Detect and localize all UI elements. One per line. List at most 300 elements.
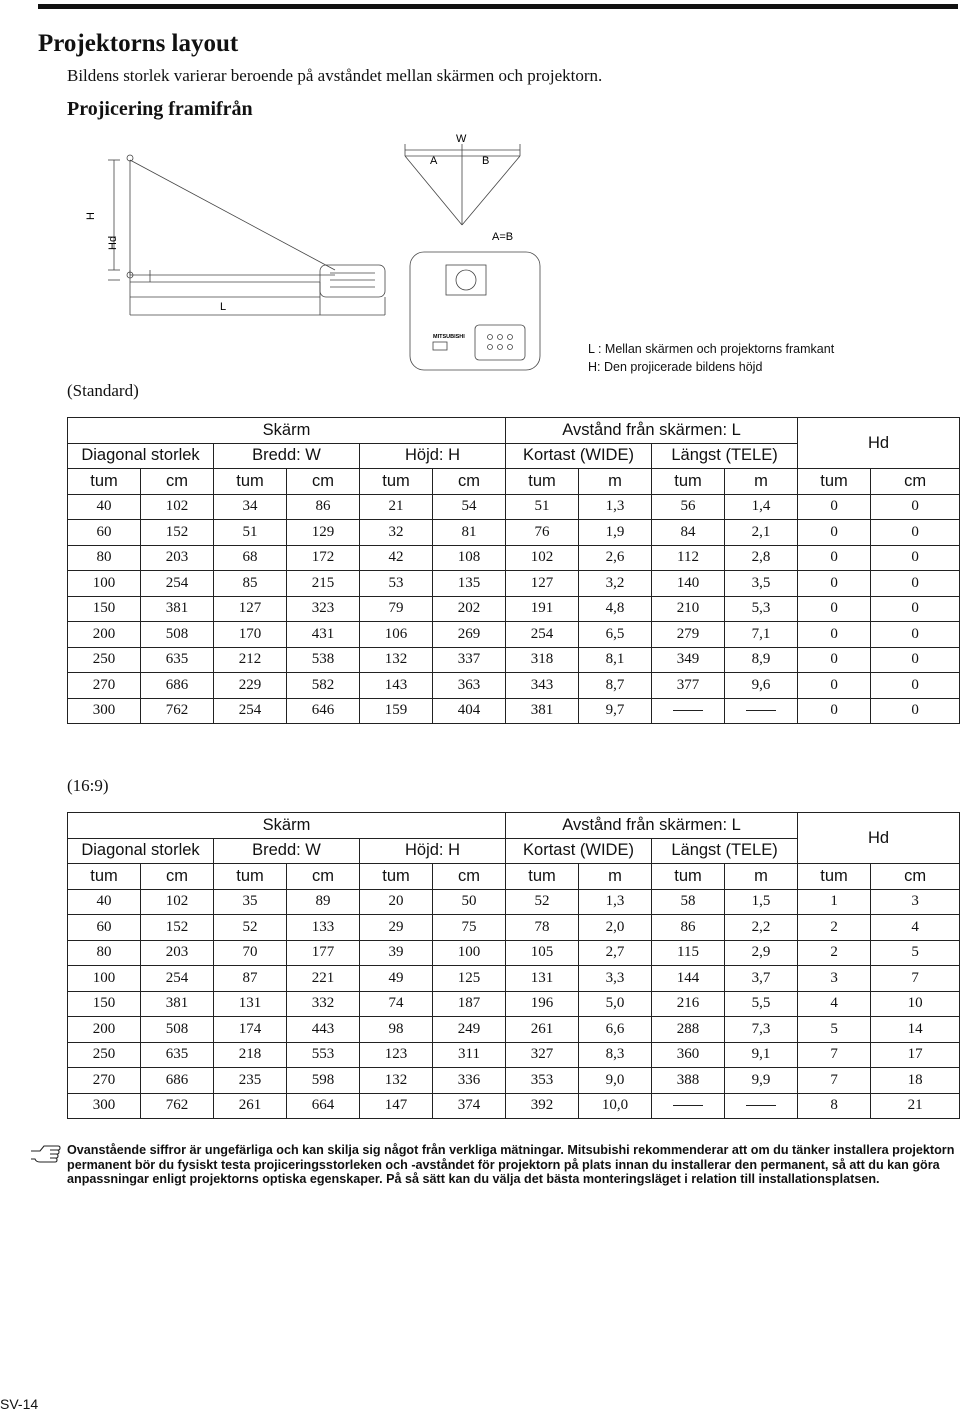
table-row <box>68 622 960 648</box>
table-cell: 3,5 <box>725 571 798 597</box>
table-cell: 0 <box>798 622 871 648</box>
table-cell: 51 <box>506 494 579 520</box>
unit-cell: tum <box>68 864 141 890</box>
table-cell: 39 <box>360 940 433 966</box>
table-cell: 100 <box>68 966 141 992</box>
table-cell: 2,6 <box>579 545 652 571</box>
table-cell: 598 <box>287 1068 360 1094</box>
header-width: Bredd: W <box>214 838 360 864</box>
table-row <box>68 991 960 1017</box>
table-cell: 0 <box>871 520 960 546</box>
table-cell: 254 <box>214 698 287 724</box>
table-cell: 51 <box>214 520 287 546</box>
header-row <box>68 813 960 839</box>
header-row <box>68 418 960 444</box>
table-cell: 1,5 <box>725 889 798 915</box>
table-cell: 582 <box>287 673 360 699</box>
table-cell: 374 <box>433 1093 506 1119</box>
dash-mark <box>673 710 703 711</box>
table-cell: 392 <box>506 1093 579 1119</box>
table-cell: 40 <box>68 494 141 520</box>
table-cell: 0 <box>798 520 871 546</box>
table-cell: 311 <box>433 1042 506 1068</box>
table-cell: 3 <box>871 889 960 915</box>
table-cell: 0 <box>871 571 960 597</box>
table-cell: 127 <box>214 596 287 622</box>
table-cell: 53 <box>360 571 433 597</box>
table-cell: 686 <box>141 1068 214 1094</box>
table-cell: 18 <box>871 1068 960 1094</box>
table-cell: 84 <box>652 520 725 546</box>
header-height: Höjd: H <box>360 443 506 469</box>
table-cell: 0 <box>871 494 960 520</box>
unit-cell: cm <box>871 469 960 495</box>
label-ab: A=B <box>492 231 514 243</box>
table-cell: 172 <box>287 545 360 571</box>
legend-line: L : Mellan skärmen och projektorns framkant <box>588 342 835 356</box>
table-cell: 54 <box>433 494 506 520</box>
table-cell: 288 <box>652 1017 725 1043</box>
table-cell: 8 <box>798 1093 871 1119</box>
unit-cell: m <box>725 864 798 890</box>
table-cell: 58 <box>652 889 725 915</box>
table-cell: 133 <box>287 915 360 941</box>
header-wide: Kortast (WIDE) <box>506 443 652 469</box>
table-cell: 249 <box>433 1017 506 1043</box>
table-cell: 360 <box>652 1042 725 1068</box>
table-row <box>68 915 960 941</box>
table-cell: 177 <box>287 940 360 966</box>
table-cell: 2 <box>798 940 871 966</box>
table-cell: 508 <box>141 622 214 648</box>
table-cell: 191 <box>506 596 579 622</box>
table-row <box>68 1017 960 1043</box>
table-cell: 762 <box>141 1093 214 1119</box>
header-screen: Skärm <box>68 813 506 839</box>
table-row <box>68 673 960 699</box>
table-cell: 9,6 <box>725 673 798 699</box>
legend-line: H: Den projicerade bildens höjd <box>588 360 763 374</box>
header-height: Höjd: H <box>360 838 506 864</box>
label-a: A <box>430 155 438 167</box>
table-standard <box>67 417 960 724</box>
table-cell: 75 <box>433 915 506 941</box>
table-cell: 0 <box>871 622 960 648</box>
table-cell: 431 <box>287 622 360 648</box>
table-cell: 10 <box>871 991 960 1017</box>
header-distance: Avstånd från skärmen: L <box>506 418 798 444</box>
table-cell: 105 <box>506 940 579 966</box>
table-cell: 102 <box>141 889 214 915</box>
unit-cell: tum <box>652 469 725 495</box>
header-hd: Hd <box>798 418 960 469</box>
table-cell: 34 <box>214 494 287 520</box>
table-cell: 174 <box>214 1017 287 1043</box>
table-cell: 221 <box>287 966 360 992</box>
pointing-hand-icon <box>30 1143 62 1163</box>
table-cell: 40 <box>68 889 141 915</box>
dash-mark <box>746 1105 776 1106</box>
header-tele: Längst (TELE) <box>652 838 798 864</box>
table-row <box>68 596 960 622</box>
table-cell: 5,0 <box>579 991 652 1017</box>
table-cell: 381 <box>506 698 579 724</box>
table-cell: 0 <box>871 698 960 724</box>
unit-cell: tum <box>798 864 871 890</box>
table-cell: 112 <box>652 545 725 571</box>
table-row <box>68 494 960 520</box>
table-cell: 2,0 <box>579 915 652 941</box>
table-cell: 200 <box>68 622 141 648</box>
table-cell: 508 <box>141 1017 214 1043</box>
table-cell: 17 <box>871 1042 960 1068</box>
table-row <box>68 571 960 597</box>
table-cell: 279 <box>652 622 725 648</box>
table-cell: 108 <box>433 545 506 571</box>
table-cell: 300 <box>68 698 141 724</box>
label-b: B <box>482 155 490 167</box>
table-cell: 646 <box>287 698 360 724</box>
table-cell: 343 <box>506 673 579 699</box>
table-16-9 <box>67 812 960 1119</box>
table-cell: 3,2 <box>579 571 652 597</box>
table-cell: 50 <box>433 889 506 915</box>
table-cell: 68 <box>214 545 287 571</box>
table-cell: 129 <box>287 520 360 546</box>
table-cell: 6,6 <box>579 1017 652 1043</box>
table-cell: 2,1 <box>725 520 798 546</box>
table-row <box>68 1042 960 1068</box>
unit-cell: tum <box>68 469 141 495</box>
table-cell: 5,5 <box>725 991 798 1017</box>
header-wide: Kortast (WIDE) <box>506 838 652 864</box>
table-row <box>68 545 960 571</box>
table-cell: 1,3 <box>579 889 652 915</box>
table-cell: 0 <box>871 647 960 673</box>
unit-cell: cm <box>141 864 214 890</box>
table-cell: 131 <box>214 991 287 1017</box>
table-cell: 131 <box>506 966 579 992</box>
unit-cell: tum <box>506 469 579 495</box>
table-cell: 7 <box>798 1042 871 1068</box>
label-hd: Hd <box>107 235 119 250</box>
unit-cell: cm <box>287 864 360 890</box>
table-cell: 56 <box>652 494 725 520</box>
table-cell: 269 <box>433 622 506 648</box>
table-cell: 261 <box>506 1017 579 1043</box>
table-cell: 9,0 <box>579 1068 652 1094</box>
table-cell: 2,9 <box>725 940 798 966</box>
table-cell <box>652 698 725 724</box>
table-cell: 196 <box>506 991 579 1017</box>
unit-cell: cm <box>287 469 360 495</box>
table-cell: 150 <box>68 991 141 1017</box>
table-cell: 0 <box>871 545 960 571</box>
table-cell: 762 <box>141 698 214 724</box>
table-cell: 353 <box>506 1068 579 1094</box>
table-cell: 8,7 <box>579 673 652 699</box>
table-cell: 52 <box>506 889 579 915</box>
table-cell: 1,4 <box>725 494 798 520</box>
table-cell: 170 <box>214 622 287 648</box>
table-cell: 332 <box>287 991 360 1017</box>
table-cell: 5,3 <box>725 596 798 622</box>
table-cell: 89 <box>287 889 360 915</box>
table-cell: 3,7 <box>725 966 798 992</box>
table-cell: 98 <box>360 1017 433 1043</box>
table-cell: 143 <box>360 673 433 699</box>
label-h: H <box>85 212 97 220</box>
table-cell: 7 <box>871 966 960 992</box>
page-subtitle: Bildens storlek varierar beroende på avståndet mellan skärmen och projektorn. <box>67 66 603 85</box>
table-cell: 261 <box>214 1093 287 1119</box>
table-cell: 125 <box>433 966 506 992</box>
unit-cell: cm <box>433 864 506 890</box>
table-cell: 327 <box>506 1042 579 1068</box>
unit-cell: tum <box>506 864 579 890</box>
table-cell: 4,8 <box>579 596 652 622</box>
table-cell: 254 <box>141 966 214 992</box>
table-cell: 337 <box>433 647 506 673</box>
table-cell: 100 <box>68 571 141 597</box>
table-cell: 377 <box>652 673 725 699</box>
table-cell: 443 <box>287 1017 360 1043</box>
table-cell: 106 <box>360 622 433 648</box>
unit-cell: m <box>725 469 798 495</box>
table-cell: 1,9 <box>579 520 652 546</box>
table-cell: 2,7 <box>579 940 652 966</box>
table-cell: 210 <box>652 596 725 622</box>
table-cell: 664 <box>287 1093 360 1119</box>
table-cell: 218 <box>214 1042 287 1068</box>
table-cell: 80 <box>68 940 141 966</box>
table-cell: 0 <box>871 673 960 699</box>
table-cell: 35 <box>214 889 287 915</box>
header-diagonal: Diagonal storlek <box>68 838 214 864</box>
label-w: W <box>456 133 467 145</box>
table-cell: 147 <box>360 1093 433 1119</box>
side-view <box>108 155 385 315</box>
table-cell: 115 <box>652 940 725 966</box>
table-cell: 123 <box>360 1042 433 1068</box>
unit-cell: m <box>579 469 652 495</box>
table-cell: 6,5 <box>579 622 652 648</box>
table-cell: 229 <box>214 673 287 699</box>
table-cell: 76 <box>506 520 579 546</box>
table-cell: 686 <box>141 673 214 699</box>
table-cell: 300 <box>68 1093 141 1119</box>
table-cell: 42 <box>360 545 433 571</box>
table-cell: 2,8 <box>725 545 798 571</box>
header-rule <box>38 4 958 9</box>
table-cell: 200 <box>68 1017 141 1043</box>
table-cell: 4 <box>798 991 871 1017</box>
table-cell: 8,3 <box>579 1042 652 1068</box>
table-cell: 20 <box>360 889 433 915</box>
header-screen: Skärm <box>68 418 506 444</box>
table-cell: 159 <box>360 698 433 724</box>
top-view <box>405 144 520 225</box>
table-cell: 0 <box>798 571 871 597</box>
table-cell: 0 <box>798 647 871 673</box>
projector-front-view <box>410 252 540 370</box>
table-cell: 250 <box>68 647 141 673</box>
table-cell: 144 <box>652 966 725 992</box>
table-cell: 52 <box>214 915 287 941</box>
section-heading: Projicering framifrån <box>67 98 253 120</box>
table-cell: 635 <box>141 647 214 673</box>
label-l: L <box>220 301 227 313</box>
table-cell: 323 <box>287 596 360 622</box>
table-cell: 140 <box>652 571 725 597</box>
table-cell: 270 <box>68 673 141 699</box>
table-cell: 635 <box>141 1042 214 1068</box>
table-label-standard: (Standard) <box>67 381 139 400</box>
table-cell: 21 <box>360 494 433 520</box>
table-cell: 270 <box>68 1068 141 1094</box>
table-cell: 0 <box>798 596 871 622</box>
table-label-16-9: (16:9) <box>67 776 109 795</box>
table-cell <box>652 1093 725 1119</box>
unit-row <box>68 864 960 890</box>
table-cell: 74 <box>360 991 433 1017</box>
unit-row <box>68 469 960 495</box>
table-cell: 404 <box>433 698 506 724</box>
table-cell: 381 <box>141 596 214 622</box>
header-hd: Hd <box>798 813 960 864</box>
header-width: Bredd: W <box>214 443 360 469</box>
unit-cell: tum <box>214 864 287 890</box>
table-cell: 235 <box>214 1068 287 1094</box>
table-cell: 86 <box>287 494 360 520</box>
table-cell: 78 <box>506 915 579 941</box>
table-row <box>68 647 960 673</box>
table-cell: 85 <box>214 571 287 597</box>
table-cell: 8,1 <box>579 647 652 673</box>
table-row <box>68 1068 960 1094</box>
table-cell: 21 <box>871 1093 960 1119</box>
unit-cell: tum <box>798 469 871 495</box>
table-cell: 29 <box>360 915 433 941</box>
table-cell: 100 <box>433 940 506 966</box>
table-row <box>68 1093 960 1119</box>
table-cell: 9,7 <box>579 698 652 724</box>
header-distance: Avstånd från skärmen: L <box>506 813 798 839</box>
table-cell: 135 <box>433 571 506 597</box>
table-cell: 381 <box>141 991 214 1017</box>
note-text: Ovanstående siffror är ungefärliga och kan skilja sig något från verkliga mätningar. Mitsubishi rekommenderar att om du tänker installera projektorn permanent bör du fysiskt testa projiceringsstorleken och -avståndet för projektorn på plats innan du installerar den permanent, så att du kan göra anpassningar enligt projektorns optiska egenskaper. På så sätt kan du välja det bästa monteringsläget i relation till installationsplatsen. <box>67 1143 955 1187</box>
table-row <box>68 889 960 915</box>
table-cell: 127 <box>506 571 579 597</box>
table-cell: 538 <box>287 647 360 673</box>
table-cell: 152 <box>141 915 214 941</box>
table-cell: 3 <box>798 966 871 992</box>
table-cell: 2 <box>798 915 871 941</box>
table-cell: 9,9 <box>725 1068 798 1094</box>
unit-cell: tum <box>360 469 433 495</box>
unit-cell: tum <box>360 864 433 890</box>
header-diagonal: Diagonal storlek <box>68 443 214 469</box>
table-cell: 0 <box>871 596 960 622</box>
table-cell: 5 <box>798 1017 871 1043</box>
diagram-legend <box>588 340 834 376</box>
brand-logo: MITSUBISHI <box>433 334 465 340</box>
table-cell: 86 <box>652 915 725 941</box>
table-cell: 102 <box>141 494 214 520</box>
table-cell: 2,2 <box>725 915 798 941</box>
table-cell: 363 <box>433 673 506 699</box>
table-cell: 80 <box>68 545 141 571</box>
table-cell: 336 <box>433 1068 506 1094</box>
table-cell: 7,1 <box>725 622 798 648</box>
table-cell: 14 <box>871 1017 960 1043</box>
table-cell: 60 <box>68 915 141 941</box>
table-cell: 349 <box>652 647 725 673</box>
table-cell: 132 <box>360 647 433 673</box>
table-row <box>68 520 960 546</box>
table-cell: 7,3 <box>725 1017 798 1043</box>
table-cell: 215 <box>287 571 360 597</box>
unit-cell: tum <box>214 469 287 495</box>
table-cell: 10,0 <box>579 1093 652 1119</box>
table-cell: 388 <box>652 1068 725 1094</box>
table-cell: 0 <box>798 545 871 571</box>
table-cell: 79 <box>360 596 433 622</box>
table-cell: 7 <box>798 1068 871 1094</box>
table-row <box>68 966 960 992</box>
dash-mark <box>673 1105 703 1106</box>
table-cell: 132 <box>360 1068 433 1094</box>
table-cell: 202 <box>433 596 506 622</box>
table-cell: 60 <box>68 520 141 546</box>
table-cell: 187 <box>433 991 506 1017</box>
table-cell: 254 <box>506 622 579 648</box>
table-cell: 1,3 <box>579 494 652 520</box>
unit-cell: cm <box>141 469 214 495</box>
table-cell: 9,1 <box>725 1042 798 1068</box>
table-cell: 0 <box>798 494 871 520</box>
table-cell: 32 <box>360 520 433 546</box>
table-cell: 0 <box>798 698 871 724</box>
table-cell: 4 <box>871 915 960 941</box>
table-cell: 87 <box>214 966 287 992</box>
table-cell: 250 <box>68 1042 141 1068</box>
table-cell: 150 <box>68 596 141 622</box>
table-row <box>68 940 960 966</box>
table-row <box>68 698 960 724</box>
unit-cell: cm <box>871 864 960 890</box>
unit-cell: cm <box>433 469 506 495</box>
table-cell: 1 <box>798 889 871 915</box>
unit-cell: tum <box>652 864 725 890</box>
table-cell: 8,9 <box>725 647 798 673</box>
table-cell: 102 <box>506 545 579 571</box>
table-cell: 553 <box>287 1042 360 1068</box>
table-cell <box>725 698 798 724</box>
table-cell: 0 <box>798 673 871 699</box>
table-cell: 318 <box>506 647 579 673</box>
table-cell: 203 <box>141 940 214 966</box>
table-cell: 152 <box>141 520 214 546</box>
page-number: SV-14 <box>0 1396 39 1412</box>
header-tele: Längst (TELE) <box>652 443 798 469</box>
table-cell: 203 <box>141 545 214 571</box>
page-title: Projektorns layout <box>38 30 239 57</box>
table-cell <box>725 1093 798 1119</box>
table-cell: 216 <box>652 991 725 1017</box>
table-cell: 49 <box>360 966 433 992</box>
table-cell: 70 <box>214 940 287 966</box>
